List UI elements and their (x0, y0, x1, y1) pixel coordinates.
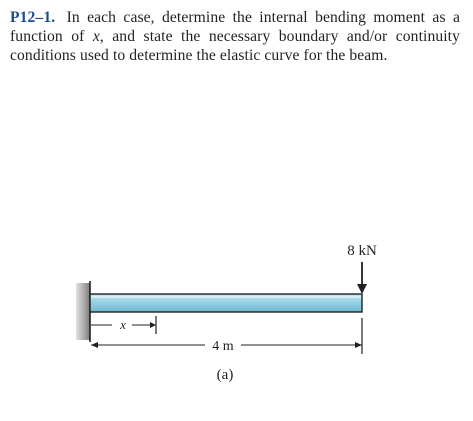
length-dim-label: 4 m (212, 339, 234, 354)
load-label: 8 kN (347, 243, 377, 259)
load-arrow-head (357, 284, 367, 294)
figure-caption: (a) (216, 367, 234, 383)
x-dim-arrow-head (150, 322, 156, 328)
x-dim-label: x (120, 317, 126, 332)
problem-text-part-1: In each case, determine the internal bending moment as a function of (10, 9, 460, 45)
fixed-support-wall (76, 283, 90, 340)
problem-number: P12–1. (10, 9, 56, 26)
problem-text-part-2: , and state the necessary boundary and/or continuity conditions used to determine the elastic curve for the beam. (10, 28, 461, 64)
problem-variable: x (92, 28, 100, 45)
length-dim-arrow-right (355, 342, 362, 348)
